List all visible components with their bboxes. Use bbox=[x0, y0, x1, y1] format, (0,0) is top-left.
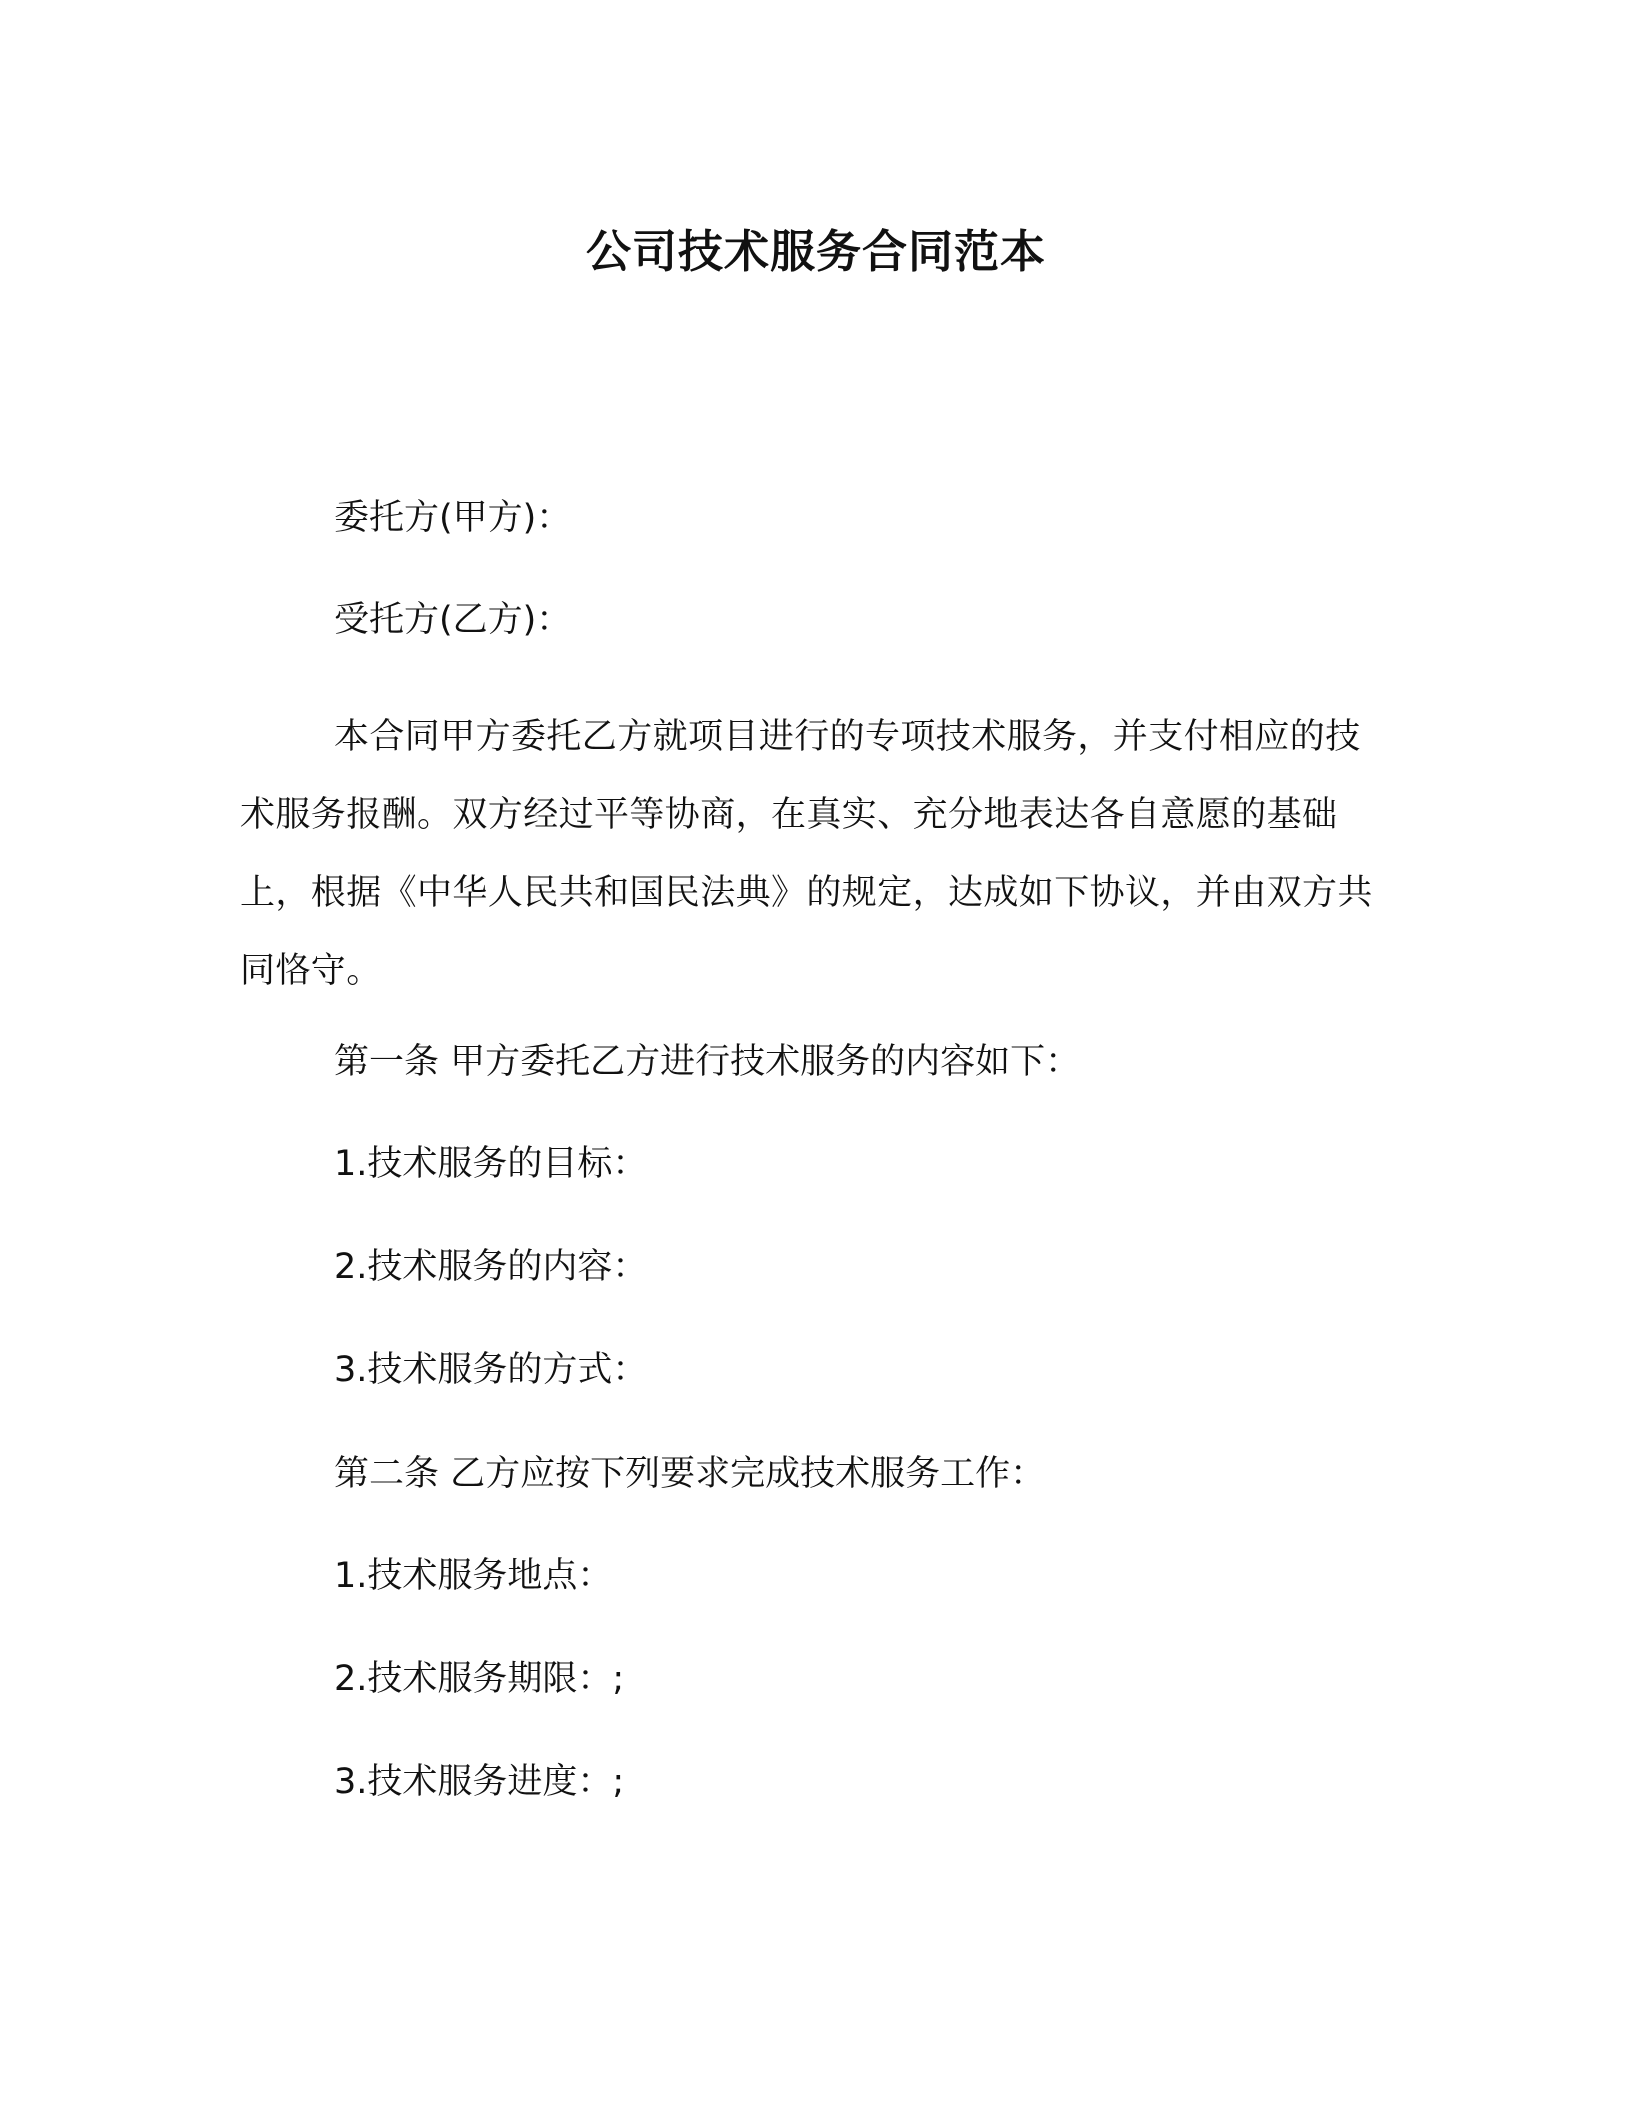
article-2-item: 3.技术服务进度：; bbox=[334, 1762, 625, 1802]
article-2-heading: 第二条 乙方应按下列要求完成技术服务工作： bbox=[334, 1454, 1046, 1494]
article-2-item: 2.技术服务期限：; bbox=[334, 1659, 625, 1699]
article-1-item: 1.技术服务的目标： bbox=[334, 1144, 648, 1184]
article-1-item: 2.技术服务的内容： bbox=[334, 1247, 648, 1287]
document-title: 公司技术服务合同范本 bbox=[585, 225, 1046, 278]
intro-paragraph: 本合同甲方委托乙方就项目进行的专项技术服务，并支付相应的技术服务报酬。双方经过平等协商，在真实、充分地表达各自意愿的基础上，根据《中华人民共和国民法典》的规定，达成如下协议，并由双方共同恪守。 bbox=[240, 717, 1373, 991]
party-a-label: 委托方(甲方)： bbox=[334, 498, 572, 538]
article-1-item: 3.技术服务的方式： bbox=[334, 1350, 648, 1390]
article-1-heading: 第一条 甲方委托乙方进行技术服务的内容如下： bbox=[334, 1042, 1081, 1082]
party-b-label: 受托方(乙方)： bbox=[334, 600, 572, 640]
article-2-item: 1.技术服务地点： bbox=[334, 1556, 613, 1596]
